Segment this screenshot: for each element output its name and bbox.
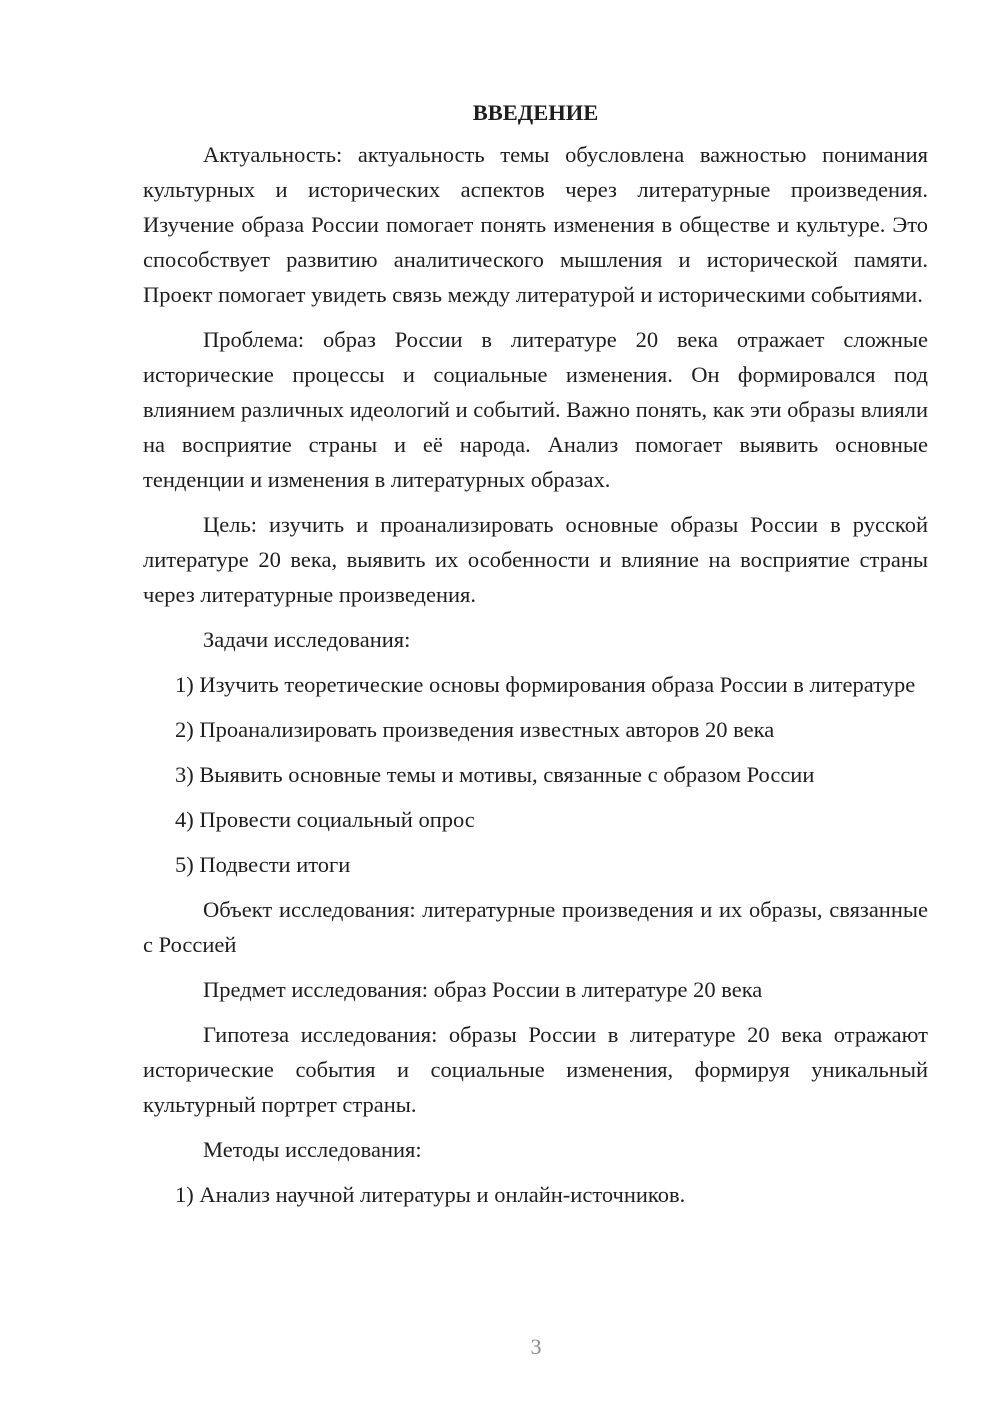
- object-paragraph: Объект исследования: литературные произведения и их образы, связанные с Россией: [143, 897, 928, 957]
- task-item-1: 1) Изучить теоретические основы формирования образа России в литературе: [175, 672, 916, 697]
- hypothesis-paragraph: Гипотеза исследования: образы России в литературе 20 века отражают исторические события и социальные изменения, формируя уникальный культурный портрет страны.: [143, 1022, 928, 1117]
- task-item-5: 5) Подвести итоги: [175, 852, 351, 877]
- tasks-title: Задачи исследования:: [203, 627, 411, 652]
- subject-paragraph: Предмет исследования: образ России в литературе 20 века: [203, 977, 763, 1002]
- page-number: 3: [530, 1334, 542, 1359]
- relevance-paragraph: Актуальность: актуальность темы обусловлена важностью понимания культурных и исторических аспектов через литературные произведения. Изучение образа России помогает понять изменения в обществе и культуре. Это способствует развитию аналитического мышления и исторической памяти. Проект помогает увидеть связь между литературой и историческими событиями.: [143, 142, 928, 307]
- goal-paragraph: Цель: изучить и проанализировать основные образы России в русской литературе 20 века, выявить их особенности и влияние на восприятие страны через литературные произведения.: [143, 512, 928, 607]
- page-content: [143, 95, 928, 1222]
- methods-title: Методы исследования:: [203, 1137, 422, 1162]
- task-item-2: 2) Проанализировать произведения известных авторов 20 века: [175, 717, 775, 742]
- problem-paragraph: Проблема: образ России в литературе 20 века отражает сложные исторические процессы и социальные изменения. Он формировался под влиянием различных идеологий и событий. Важно понять, как эти образы влияли на восприятие страны и её народа. Анализ помогает выявить основные тенденции и изменения в литературных образах.: [143, 327, 928, 492]
- task-item-4: 4) Провести социальный опрос: [175, 807, 475, 832]
- section-heading: ВВЕДЕНИЕ: [472, 100, 599, 125]
- task-item-3: 3) Выявить основные темы и мотивы, связанные с образом России: [175, 762, 815, 787]
- method-item-1: 1) Анализ научной литературы и онлайн-источников.: [175, 1182, 686, 1207]
